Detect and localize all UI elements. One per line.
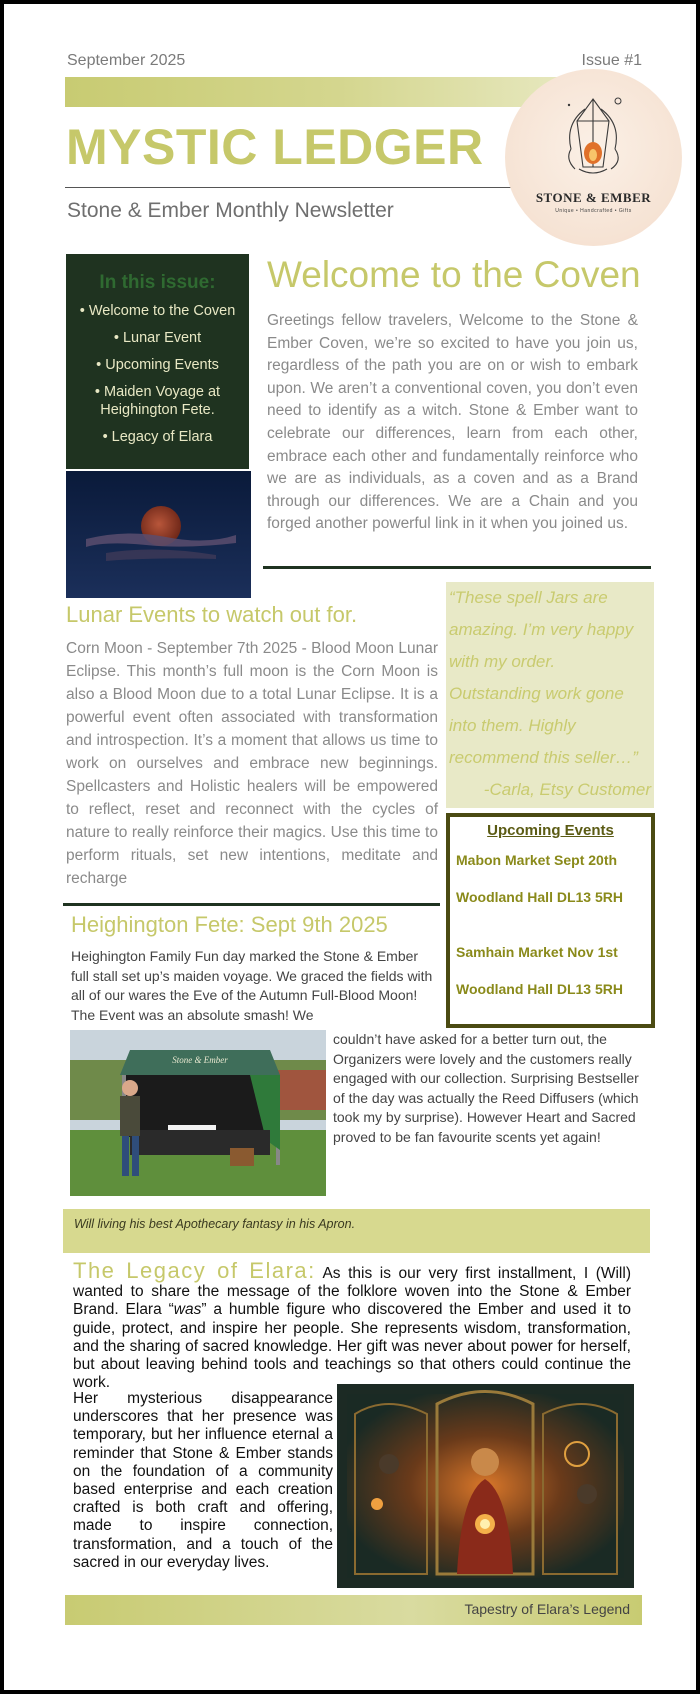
photo-caption: Will living his best Apothecary fantasy in his Apron. xyxy=(74,1217,356,1231)
elara-tapestry-image xyxy=(337,1384,634,1588)
toc-item: • Lunar Event xyxy=(113,330,202,346)
event-name: Mabon Market Sept 20th xyxy=(456,852,618,868)
photo-caption-bar xyxy=(63,1209,650,1253)
quote-author: -Carla, Etsy Customer xyxy=(483,780,651,799)
event-name: Samhain Market Nov 1st xyxy=(456,944,618,960)
fete-stall-photo xyxy=(70,1030,326,1196)
header-rule xyxy=(65,187,520,188)
lunar-rule xyxy=(63,903,440,906)
tapestry-caption: Tapestry of Elara’s Legend xyxy=(464,1601,630,1617)
masthead-title: MYSTIC LEDGER xyxy=(66,119,484,175)
stall-sign: Stone & Ember xyxy=(172,1055,228,1065)
fete-title: Heighington Fete: Sept 9th 2025 xyxy=(71,912,388,937)
toc-item: • Legacy of Elara xyxy=(102,429,213,445)
toc-item: • Maiden Voyage at Heighington Fete. xyxy=(94,384,221,418)
in-this-issue-box xyxy=(66,254,249,469)
welcome-title: Welcome to the Coven xyxy=(267,254,641,295)
event-venue: Woodland Hall DL13 5RH xyxy=(456,981,623,997)
fete-body-top: Heighington Family Fun day marked the Stone & Ember full stall set up’s maiden voyage. We graced the fields with all of our wares the Eve of the Autumn Full-Blood Moon! The Event was an absolute smash! We xyxy=(71,948,433,1023)
brand-logo xyxy=(505,69,682,246)
upcoming-events-box xyxy=(446,813,655,1028)
welcome-rule xyxy=(263,566,651,569)
toc-heading: In this issue: xyxy=(99,272,216,293)
header-accent-bar xyxy=(65,77,560,107)
customer-quote xyxy=(446,582,654,808)
legacy-body: Her mysterious disappearance underscores that her presence was temporary, but her influence eternal a reminder that Stone & Ember stands on the foundation of a community based enterprise and each creation crafted is both craft and offering, made to inspire connection, transformation, and a touch of the sacred in our everyday lives. xyxy=(73,1390,333,1571)
events-heading: Upcoming Events xyxy=(487,822,614,839)
toc-item: • Upcoming Events xyxy=(96,357,219,373)
legacy-title: The Legacy of Elara: xyxy=(73,1258,316,1283)
blood-moon-photo xyxy=(66,471,251,598)
newsletter-subtitle: Stone & Ember Monthly Newsletter xyxy=(67,199,394,222)
toc-item: • Welcome to the Coven xyxy=(79,303,236,319)
issue-date: September 2025 xyxy=(67,52,186,69)
lunar-events-body: Corn Moon - September 7th 2025 - Blood Moon Lunar Eclipse. This month’s full moon is the Corn Moon is also a Blood Moon due to a total Lunar Eclipse. It is a powerful event often associated with transformation and introspection. It’s a moment that allows us time to work on ourselves and embrace new beginnings. Spellcasters and Holistic healers will be empowered to reflect, reset and reconnect with the cycles of nature to really reinforce their magics. Use this time to perform rituals, set new intentions, meditate and recharge xyxy=(66,640,438,887)
legacy-was: was xyxy=(173,1301,202,1319)
toc-list xyxy=(66,302,249,446)
logo-brand-name: STONE & EMBER xyxy=(535,190,652,205)
quote-text: “These spell Jars are amazing. I’m very happy with my order. Outstanding work gone into them. Highly recommend this seller…” xyxy=(449,588,638,767)
welcome-body: Greetings fellow travelers, Welcome to the Stone & Ember Coven, we’re so excited to have you join us, regardless of the path you are on or wish to embark upon. We aren’t a conventional coven, you don’t even need to identify as a witch. Stone & Ember want to celebrate our differences, learn from each other, embrace each other and fundamentally reinforce who we are as individuals, as a coven and as a Brand through our differences. We are a Chain and you forged another powerful link in it when you joined us. xyxy=(267,312,638,533)
event-venue: Woodland Hall DL13 5RH xyxy=(456,889,623,905)
lunar-events-title: Lunar Events to watch out for. xyxy=(66,602,358,627)
legacy-intro-a: As this is our very first installment, I (Will) wanted to share the message of the folklore woven into the Stone & Ember Brand. Elara “ xyxy=(73,1265,631,1319)
legacy-intro-b: ” a humble figure who discovered the Ember and used it to guide, protect, and inspire her people. She represents wisdom, transformation, and the sharing of sacred knowledge. Her gift was never about power for herself, but about leaving behind tools and teachings so that others could continue the work. xyxy=(73,1301,631,1392)
issue-number: Issue #1 xyxy=(581,52,642,69)
logo-tagline: Unique • Handcrafted • Gifts xyxy=(555,208,632,214)
legacy-intro xyxy=(73,1258,631,1392)
fete-body-right: couldn’t have asked for a better turn out, the Organizers were lovely and the customers really engaged with our collection. Surprising Bestseller of the day was actually the Reed Diffusers (which took my by surprise). However Heart and Sacred proved to be fan favourite scents yet again! xyxy=(333,1031,639,1145)
crystal-icon xyxy=(505,69,682,246)
